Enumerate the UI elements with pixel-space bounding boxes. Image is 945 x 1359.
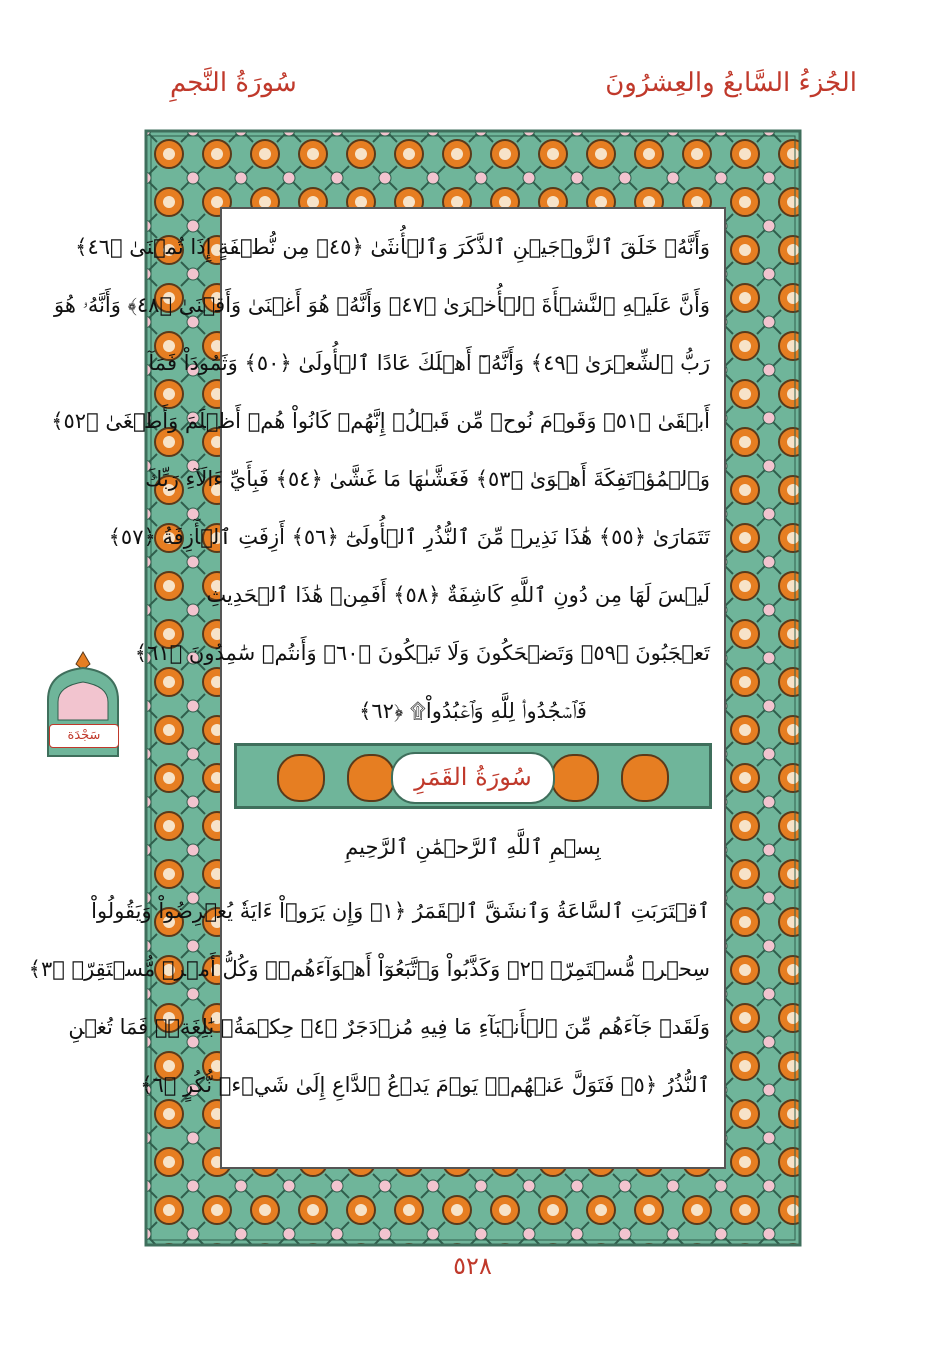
page-number: ٥٢٨ (453, 1252, 492, 1280)
juz-header: الجُزءُ السَّابعُ والعِشرُونَ (605, 68, 857, 98)
text-line: فَٱسۡجُدُواْۤ لِلَّهِ وَٱعۡبُدُواْ۩ ﴿٦٢﴾ (359, 699, 587, 723)
ornament-icon (347, 754, 395, 802)
text-line: وَأَنَّ عَلَيۡهِ ٱلنَّشۡأَةَ ٱلۡأُخۡرَىٰ ﴿٤٧﴾ وَأَنَّهُۥ هُوَ أَغۡنَىٰ وَأَقۡنَىٰ ﴿٤٨﴾ وَأَنَّهُۥ هُوَ (53, 293, 710, 317)
text-line: تَعۡجَبُونَ ﴿٥٩﴾ وَتَضۡحَكُونَ وَلَا تَبۡكُونَ ﴿٦٠﴾ وَأَنتُمۡ سَٰمِدُونَ ﴿٦١﴾ (134, 641, 710, 665)
text-line: تَتَمَارَىٰ ﴿٥٥﴾ هَٰذَا نَذِيرٞ مِّنَ ٱلنُّذُرِ ٱلۡأُولَىٰٓ ﴿٥٦﴾ أَزِفَتِ ٱلۡأٓزِفَةُ ﴿٥٧﴾ (108, 525, 710, 549)
surah-title: سُورَةُ القَمَرِ (391, 752, 555, 804)
text-line: أَبۡقَىٰ ﴿٥١﴾ وَقَوۡمَ نُوحٖ مِّن قَبۡلُۖ إِنَّهُمۡ كَانُواْ هُمۡ أَظۡلَمَ وَأَطۡغَىٰ ﴿٥٢﴾ (51, 409, 710, 433)
text-line: وَأَنَّهُۥ خَلَقَ ٱلزَّوۡجَيۡنِ ٱلذَّكَرَ وَٱلۡأُنثَىٰ ﴿٤٥﴾ مِن نُّطۡفَةٍ إِذَا تُمۡنَىٰ ﴿٤٦﴾ (75, 235, 710, 259)
surah-header: سُورَةُ النَّجمِ (170, 68, 297, 98)
text-line: ٱلنُّذُرُ ﴿٥﴾ فَتَوَلَّ عَنۡهُمۡۘ يَوۡمَ يَدۡعُ ٱلدَّاعِ إِلَىٰ شَيۡءٖ نُّكُرٍ ﴿٦﴾ (140, 1073, 710, 1097)
surah-banner (234, 743, 712, 809)
text-line: رَبُّ ٱلشِّعۡرَىٰ ﴿٤٩﴾ وَأَنَّهُۥٓ أَهۡلَكَ عَادًا ٱلۡأُولَىٰ ﴿٥٠﴾ وَثَمُودَاْ فَمَآ (148, 351, 710, 375)
text-line: سِحۡرٞ مُّسۡتَمِرّٞ ﴿٢﴾ وَكَذَّبُواْ وَٱتَّبَعُوٓاْ أَهۡوَآءَهُمۡۚ وَكُلُّ أَمۡرٖ مُّسۡتَقِرّٞ ﴿٣﴾ (28, 957, 710, 981)
sajda-marker (40, 650, 126, 760)
ornament-icon (551, 754, 599, 802)
ornament-icon (277, 754, 325, 802)
text-line: وَلَقَدۡ جَآءَهُم مِّنَ ٱلۡأَنۢبَآءِ مَا فِيهِ مُزۡدَجَرٌ ﴿٤﴾ حِكۡمَةُۢ بَٰلِغَةٞۖ فَمَا تُغۡنِ (68, 1015, 710, 1039)
basmala: بِسۡمِ ٱللَّهِ ٱلرَّحۡمَٰنِ ٱلرَّحِيمِ (345, 835, 601, 859)
text-line: ٱقۡتَرَبَتِ ٱلسَّاعَةُ وَٱنشَقَّ ٱلۡقَمَرُ ﴿١﴾ وَإِن يَرَوۡاْ ءَايَةٗ يُعۡرِضُواْ وَيَقُولُواْ (91, 899, 710, 923)
text-line: لَيۡسَ لَهَا مِن دُونِ ٱللَّهِ كَاشِفَةٌ ﴿٥٨﴾ أَفَمِنۡ هَٰذَا ٱلۡحَدِيثِ (206, 583, 710, 607)
ornament-icon (621, 754, 669, 802)
text-line: وَٱلۡمُؤۡتَفِكَةَ أَهۡوَىٰ ﴿٥٣﴾ فَغَشَّىٰهَا مَا غَشَّىٰ ﴿٥٤﴾ فَبِأَيِّ ءَالَآءِ رَبِّكَ (145, 467, 710, 491)
sajda-label: سَجْدَة (49, 724, 119, 748)
